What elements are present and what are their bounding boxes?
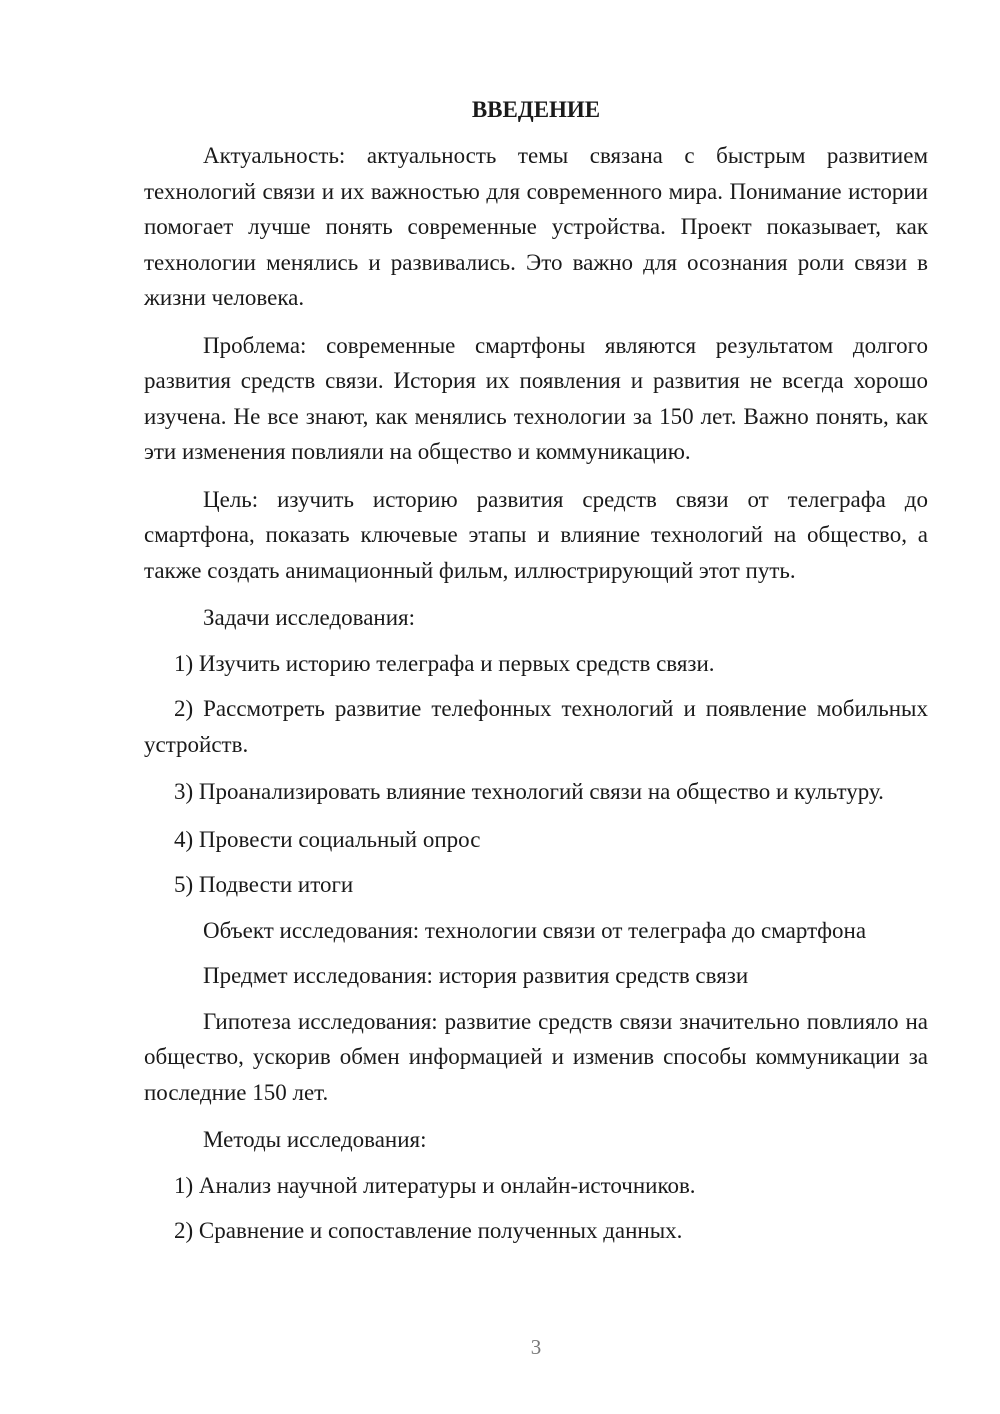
methods-title: Методы исследования: bbox=[203, 1127, 427, 1152]
task-item-2: 2) Рассмотреть развитие телефонных технологий и появление мобильных устройств. bbox=[144, 696, 928, 757]
research-object: Объект исследования: технологии связи от телеграфа до смартфона bbox=[203, 917, 867, 943]
page-number: 3 bbox=[530, 1335, 542, 1359]
research-subject: Предмет исследования: история развития средств связи bbox=[203, 963, 749, 988]
method-item-2: 2) Сравнение и сопоставление полученных данных. bbox=[174, 1218, 683, 1243]
goal-paragraph: Цель: изучить историю развития средств связи от телеграфа до смартфона, показать ключевые этапы и влияние технологий на общество, а также создать анимационный фильм, иллюстрирующий этот путь. bbox=[144, 486, 928, 583]
task-item-5: 5) Подвести итоги bbox=[174, 872, 354, 897]
relevance-paragraph: Актуальность: актуальность темы связана с быстрым развитием технологий связи и их важностью для современного мира. Понимание истории помогает лучше понять современные устройства. Проект показывает, как технологии менялись и развивались. Это важно для осознания роли связи в жизни человека. bbox=[144, 143, 928, 310]
section-heading: ВВЕДЕНИЕ bbox=[471, 97, 601, 122]
tasks-title: Задачи исследования: bbox=[203, 605, 416, 630]
method-item-1: 1) Анализ научной литературы и онлайн-источников. bbox=[174, 1172, 696, 1198]
problem-paragraph: Проблема: современные смартфоны являются результатом долгого развития средств связи. История их появления и развития не всегда хорошо изучена. Не все знают, как менялись технологии за 150 лет. Важно понять, как эти изменения повлияли на общество и коммуникацию. bbox=[144, 332, 928, 464]
task-item-3: 3) Проанализировать влияние технологий связи на общество и культуру. bbox=[174, 779, 884, 804]
page-content bbox=[144, 94, 928, 1259]
task-item-4: 4) Провести социальный опрос bbox=[174, 826, 481, 852]
research-hypothesis: Гипотеза исследования: развитие средств связи значительно повлияло на общество, ускорив обмен информацией и изменив способы коммуникации за последние 150 лет. bbox=[144, 1008, 928, 1105]
task-item-1: 1) Изучить историю телеграфа и первых средств связи. bbox=[174, 650, 715, 676]
